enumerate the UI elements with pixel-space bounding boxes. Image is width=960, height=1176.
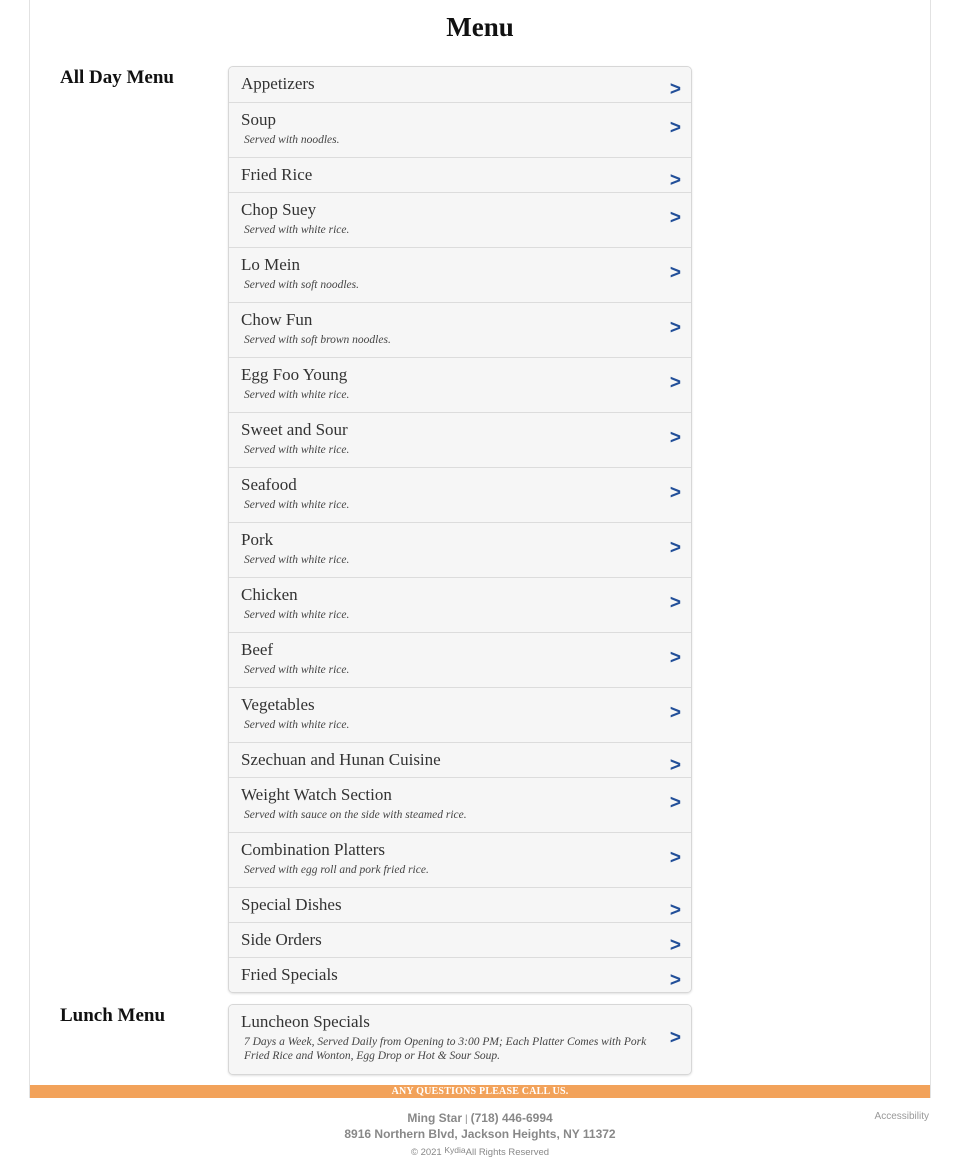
- chevron-right-icon: >: [669, 262, 681, 284]
- page-title: Menu: [446, 12, 514, 42]
- menu-item-name: Chop Suey: [241, 200, 317, 219]
- menu-item-name: Beef: [241, 640, 274, 659]
- lunch-menu-title: Lunch Menu: [60, 1005, 166, 1026]
- menu-item-description: Served with white rice.: [244, 664, 350, 676]
- chevron-right-icon: >: [669, 970, 681, 991]
- menu-item-appetizers[interactable]: [229, 67, 691, 102]
- menu-item-name: Pork: [241, 530, 274, 549]
- menu-item-soup[interactable]: [229, 102, 691, 157]
- menu-item-name: Fried Rice: [241, 165, 313, 184]
- menu-item-combination-platters[interactable]: [229, 832, 691, 887]
- footer: [0, 1111, 960, 1161]
- menu-item-seafood[interactable]: [229, 467, 691, 522]
- menu-item-description: Served with white rice.: [244, 389, 350, 401]
- menu-item-description: Served with egg roll and pork fried rice.: [244, 864, 429, 876]
- restaurant-address: 8916 Northern Blvd, Jackson Heights, NY 11372: [344, 1127, 616, 1141]
- chevron-right-icon: >: [669, 792, 681, 814]
- menu-item-description: Served with white rice.: [244, 719, 350, 731]
- menu-item-description: Served with soft brown noodles.: [244, 334, 391, 346]
- menu-item-chow-fun[interactable]: [229, 302, 691, 357]
- menu-item-name: Chow Fun: [241, 310, 313, 329]
- menu-item-lo-mein[interactable]: [229, 247, 691, 302]
- menu-item-vegetables[interactable]: [229, 687, 691, 742]
- chevron-right-icon: >: [669, 117, 681, 139]
- menu-item-name: Special Dishes: [241, 895, 342, 914]
- menu-item-name: Szechuan and Hunan Cuisine: [241, 750, 441, 769]
- menu-item-luncheon-specials[interactable]: [229, 1005, 691, 1074]
- restaurant-name: Ming Star: [407, 1111, 462, 1125]
- menu-item-beef[interactable]: [229, 632, 691, 687]
- menu-item-pork[interactable]: [229, 522, 691, 577]
- menu-item-description: Served with noodles.: [244, 134, 340, 146]
- menu-item-chicken[interactable]: [229, 577, 691, 632]
- chevron-right-icon: >: [669, 935, 681, 956]
- chevron-right-icon: >: [669, 170, 681, 191]
- chevron-right-icon: >: [669, 647, 681, 669]
- chevron-right-icon: >: [669, 79, 681, 100]
- menu-item-name: Egg Foo Young: [241, 365, 348, 384]
- call-us-banner: ANY QUESTIONS PLEASE CALL US.: [30, 1085, 930, 1098]
- menu-item-name: Luncheon Specials: [241, 1012, 370, 1031]
- menu-item-weight-watch-section[interactable]: [229, 777, 691, 832]
- kydia-link[interactable]: Kydia: [444, 1145, 466, 1155]
- menu-item-name: Vegetables: [241, 695, 315, 714]
- chevron-right-icon: >: [669, 207, 681, 229]
- menu-item-description: Served with white rice.: [244, 444, 350, 456]
- menu-item-description: Served with white rice.: [244, 224, 350, 236]
- menu-item-special-dishes[interactable]: [229, 887, 691, 922]
- menu-item-chop-suey[interactable]: [229, 192, 691, 247]
- menu-item-name: Seafood: [241, 475, 297, 494]
- chevron-right-icon: >: [669, 847, 681, 869]
- menu-item-egg-foo-young[interactable]: [229, 357, 691, 412]
- phone-link[interactable]: (718) 446-6994: [470, 1111, 553, 1125]
- accessibility-link[interactable]: Accessibility: [874, 1111, 929, 1122]
- all-day-menu-list: [228, 66, 692, 993]
- chevron-right-icon: >: [669, 317, 681, 339]
- menu-item-name: Chicken: [241, 585, 298, 604]
- menu-item-description: Served with soft noodles.: [244, 279, 359, 291]
- menu-item-description: Served with white rice.: [244, 499, 350, 511]
- chevron-right-icon: >: [669, 702, 681, 724]
- lunch-menu-list: [228, 1004, 692, 1075]
- chevron-right-icon: >: [669, 537, 681, 559]
- menu-item-name: Sweet and Sour: [241, 420, 348, 439]
- chevron-right-icon: >: [669, 427, 681, 449]
- menu-item-fried-specials[interactable]: [229, 957, 691, 992]
- menu-item-sweet-and-sour[interactable]: [229, 412, 691, 467]
- menu-item-name: Soup: [241, 110, 276, 129]
- menu-item-name: Fried Specials: [241, 965, 338, 984]
- chevron-right-icon: >: [669, 1027, 681, 1049]
- menu-item-name: Side Orders: [241, 930, 322, 949]
- rights-text: All Rights Reserved: [465, 1147, 550, 1158]
- menu-item-description: 7 Days a Week, Served Daily from Opening to 3:00 PM; Each Platter Comes with Pork Fried Rice and Wonton, Egg Drop or Hot & Sour Soup.: [244, 1036, 647, 1062]
- menu-item-fried-rice[interactable]: [229, 157, 691, 192]
- chevron-right-icon: >: [669, 592, 681, 614]
- menu-item-description: Served with white rice.: [244, 609, 350, 621]
- menu-item-description: Served with white rice.: [244, 554, 350, 566]
- menu-item-name: Lo Mein: [241, 255, 301, 274]
- chevron-right-icon: >: [669, 482, 681, 504]
- all-day-menu-title: All Day Menu: [60, 67, 174, 88]
- footer-separator: |: [465, 1114, 468, 1125]
- menu-item-description: Served with sauce on the side with steamed rice.: [244, 809, 467, 821]
- menu-item-szechuan-and-hunan-cuisine[interactable]: [229, 742, 691, 777]
- copyright-text: © 2021: [410, 1147, 442, 1158]
- chevron-right-icon: >: [669, 900, 681, 921]
- chevron-right-icon: >: [669, 372, 681, 394]
- menu-item-name: Appetizers: [241, 74, 315, 93]
- chevron-right-icon: >: [669, 755, 681, 776]
- menu-item-name: Combination Platters: [241, 840, 386, 859]
- menu-item-name: Weight Watch Section: [241, 785, 392, 804]
- menu-item-side-orders[interactable]: [229, 922, 691, 957]
